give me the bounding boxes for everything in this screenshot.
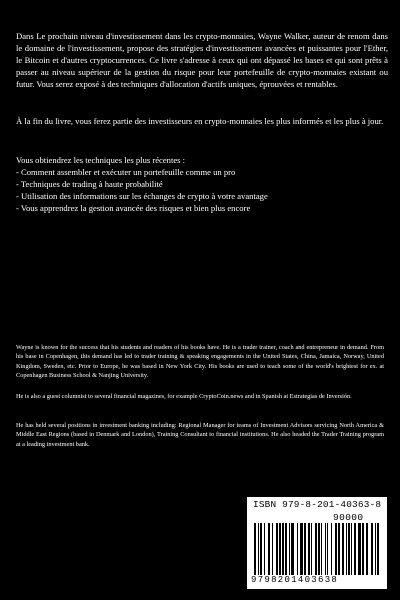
barcode-bar: [354, 523, 356, 575]
barcode-bar: [304, 523, 306, 575]
isbn-barcode: [247, 497, 387, 589]
barcode-bar: [289, 523, 290, 575]
barcode-bar: [325, 523, 326, 575]
french-list-item: - Utilisation des informations sur les échanges de crypto à votre avantage: [16, 191, 268, 202]
barcode-bar: [366, 523, 368, 575]
author-bio-paragraph-2: [16, 392, 384, 401]
barcode-bar: [264, 523, 265, 575]
barcode-bar: [331, 523, 332, 575]
author-bio-paragraph-3: [16, 421, 384, 449]
barcode-bar: [291, 523, 294, 575]
french-blurb-text-1: Dans Le prochain niveau d'investissement dans les crypto-monnaies, Wayne Walker, auteur de renom dans le domaine de l'investissement, propose des stratégies d'investissement avancées et puissantes pour l'Ether, le Bitcoin et d'autres cryptocurrences. Ce livre s'adresse à ceux qui ont dépassé les bases et qui sont prêts à passer au niveau supérieur de la gestion du risque pour leur portefeuille de crypto-monnaies existant ou futur. Vous serez exposé à des techniques d'allocation d'actifs uniques, éprouvées et rentables.: [16, 31, 388, 90]
ean-digits: 9798201403638: [251, 575, 339, 585]
french-list-item: - Comment assembler et exécuter un portefeuille comme un pro: [16, 167, 236, 178]
french-list-item: - Vous apprendrez la gestion avancée des risques et bien plus encore: [16, 203, 251, 214]
author-bio-text-2: He is also a guest columnist to several financial magazines, for example CryptoCoin.news and in Spanish at Estrategias de Inversión.: [16, 393, 352, 400]
barcode-bar: [254, 523, 256, 575]
barcode-bar: [371, 523, 373, 575]
barcode-bar: [311, 523, 312, 575]
barcode-bar: [272, 523, 273, 575]
barcode-bar: [338, 523, 340, 575]
barcode-bar: [258, 523, 259, 575]
author-bio-paragraph-1: [16, 343, 384, 381]
isbn-number: ISBN 979-8-201-40363-8: [253, 499, 382, 510]
french-technique-list: [16, 154, 388, 214]
barcode-bars: [254, 523, 380, 575]
barcode-bar: [335, 523, 337, 575]
author-bio-text-3: He has held several positions in investment banking including: Regional Manager for teams of Investment Advisors servicing North America & Middle East Regions (based in Denmark and London), Training Consultant to financial institutions. He also headed the Trader Training program at a leading investment bank.: [16, 422, 384, 448]
barcode-bar: [308, 523, 310, 575]
barcode-bar: [342, 523, 344, 575]
french-list-item: - Techniques de trading à haute probabilité: [16, 179, 163, 190]
barcode-bar: [348, 523, 350, 575]
french-blurb-paragraph-1: [16, 30, 388, 90]
barcode-bar: [297, 523, 298, 575]
barcode-bar: [346, 523, 347, 575]
barcode-bar: [285, 523, 287, 575]
barcode-bar: [321, 523, 322, 575]
barcode-bar: [268, 523, 270, 575]
french-list-intro: Vous obtiendrez les techniques les plus récentes :: [16, 155, 186, 165]
barcode-bar: [351, 523, 352, 575]
french-blurb-text-2: À la fin du livre, vous ferez partie des investisseurs en crypto-monnaies les plus informés et les plus à jour.: [16, 116, 384, 126]
barcode-bar: [282, 523, 284, 575]
barcode-bar: [362, 523, 364, 575]
price-code: 90000: [333, 512, 364, 523]
french-blurb-paragraph-2: [16, 115, 388, 127]
barcode-bar: [300, 523, 303, 575]
barcode-bar: [375, 523, 376, 575]
barcode-bar: [377, 523, 379, 575]
barcode-bar: [276, 523, 278, 575]
author-bio-text-1: Wayne is known for the success that his students and readers of his books have. He is a trader trainer, coach and entrepreneur in demand. From his base in Copenhagen, this demand has led to trader training & speaking engagements in the United States, China, Jamaica, Norway, United Kingdom, Sweden, etc. Prior to Europe, he was based in New York City. His books are used to teach some of the world's brightest for ex. at Copenhagen Business School & Nanjing University.: [16, 344, 384, 380]
barcode-bar: [327, 523, 328, 575]
barcode-bar: [318, 523, 320, 575]
barcode-bar: [279, 523, 281, 575]
barcode-bar: [260, 523, 262, 575]
barcode-bar: [358, 523, 361, 575]
barcode-bar: [315, 523, 317, 575]
